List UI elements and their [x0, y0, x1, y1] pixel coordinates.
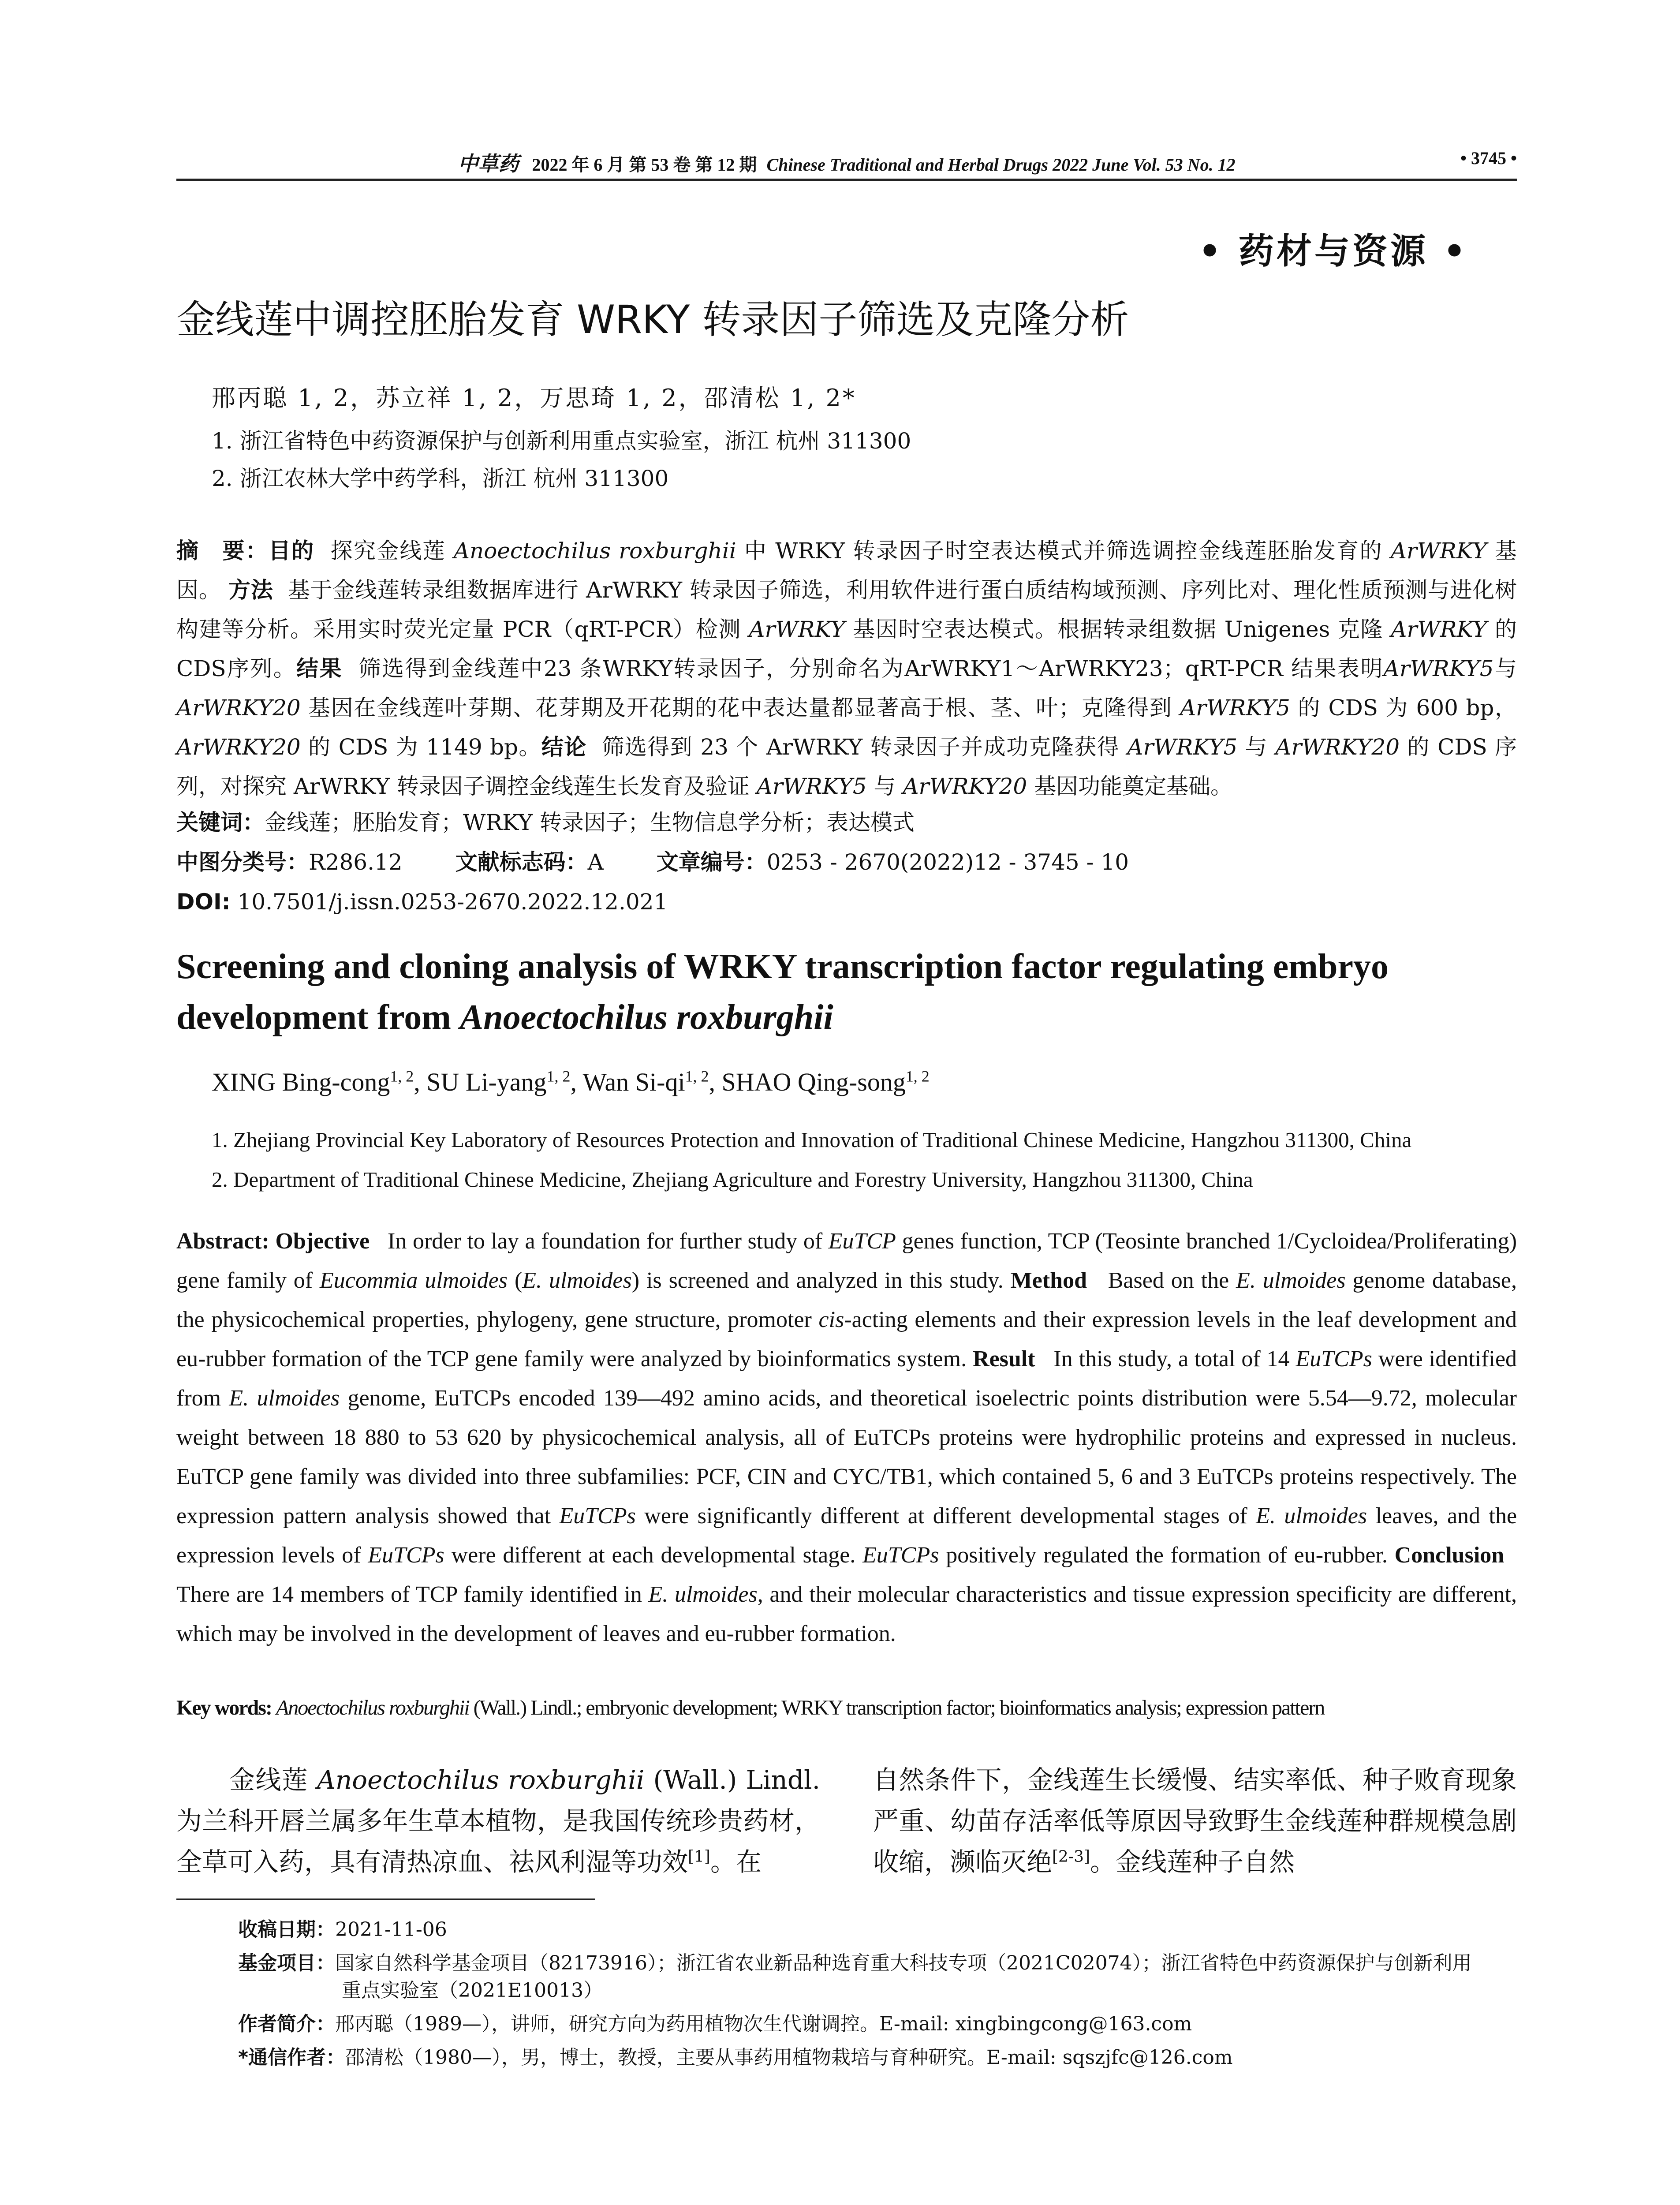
abstract-cn-text: 基因时空表达模式。根据转录组数据 Unigenes 克隆	[845, 617, 1391, 642]
method-label-cn: 方法	[228, 577, 273, 603]
authors-en: XING Bing-cong$^{1, 2}$, SU Li-yang$^{1, 2}$, Wan Si-qi$^{1, 2}$, SHAO Qing-song$^{1, 2}$	[212, 1067, 930, 1096]
abstract-en-text: (	[508, 1268, 523, 1293]
gene-name: EuTCP	[828, 1229, 896, 1254]
species-name: Anoectochilus roxburghii	[317, 1765, 645, 1795]
abstract-en-text: -acting elements and their expression levels in the leaf development and eu-rubber formation of the TCP gene family were analyzed by bioinformatics system.	[176, 1307, 1517, 1372]
footnote-corresponding	[176, 2044, 1517, 2071]
abstract-cn-text: 筛选得到 23 个 ArWRKY 转录因子并成功克隆获得	[602, 734, 1127, 760]
body-column-right	[873, 1760, 1517, 1883]
abstract-cn-text: 与	[866, 774, 903, 799]
gene-name: EuTCPs	[368, 1543, 444, 1568]
body-text: 金线莲	[229, 1765, 317, 1795]
gene-name: ArWRKY5	[756, 774, 867, 799]
keywords-en	[176, 1693, 1517, 1723]
objective-label-cn: 目的	[268, 538, 315, 564]
abstract-cn-text: 基因功能奠定基础。	[1027, 774, 1233, 799]
classification-line	[176, 845, 1129, 880]
title-cn: 金线莲中调控胚胎发育 WRKY 转录因子筛选及克隆分析	[176, 297, 1129, 342]
abstract-cn-text: 与	[1237, 734, 1276, 760]
gene-name: ArWRKY	[749, 617, 845, 642]
corresponding-label: *通信作者：	[238, 2046, 346, 2069]
abstract-cn-text: 的 CDS 序列，对探究 ArWRKY 转录因子调控金线莲生长发育及验证	[176, 734, 1517, 799]
keywords-en-species: Anoectochilus roxburghii	[276, 1696, 469, 1719]
author-en-name: SU Li-yang	[426, 1068, 547, 1096]
doc-code-value: A	[587, 849, 604, 875]
footnote-author	[176, 2011, 1517, 2038]
footnotes	[176, 1916, 1517, 2078]
title-en-species: Anoectochilus roxburghii	[459, 998, 833, 1037]
author-en-affil: 1, 2	[390, 1067, 414, 1085]
term-italic: cis	[818, 1307, 844, 1332]
footnote-received	[176, 1916, 1517, 1943]
author-bio-label: 作者简介：	[238, 2013, 335, 2035]
species-name: E. ulmoides	[229, 1386, 340, 1411]
clc-value: R286.12	[309, 849, 403, 875]
author-en-affil: 1, 2	[546, 1067, 571, 1085]
article-no-value: 0253 - 2670(2022)12 - 3745 - 10	[766, 849, 1129, 875]
gene-name: EuTCPs	[559, 1503, 636, 1529]
doi-label: DOI:	[176, 889, 231, 915]
journal-issue-en: Chinese Traditional and Herbal Drugs 2022 June Vol. 53 No. 12	[766, 155, 1236, 175]
citation-ref[interactable]: [1]	[688, 1847, 710, 1866]
gene-name: ArWRKY5	[1383, 656, 1494, 681]
species-name: E. ulmoides	[1256, 1503, 1367, 1529]
keywords-cn-text: 金线莲；胚胎发育；WRKY 转录因子；生物信息学分析；表达模式	[265, 810, 915, 835]
journal-logo: 中草药	[458, 153, 519, 175]
abstract-cn-label: 摘 要：	[176, 538, 269, 564]
keywords-cn	[176, 805, 915, 840]
abstract-en-label: Abstract:	[176, 1229, 269, 1254]
gene-name: ArWRKY5	[1180, 695, 1290, 721]
journal-issue-cn: 2022 年 6 月 第 53 卷 第 12 期	[532, 155, 757, 175]
abstract-en-text: In order to lay a foundation for further study of	[388, 1229, 829, 1254]
body-column-left	[176, 1760, 820, 1883]
abstract-cn-text: 的 CDS 为 600 bp，	[1290, 695, 1517, 721]
authors-cn: 邢丙聪 1, 2，苏立祥 1, 2，万思琦 1, 2，邵清松 1, 2*	[212, 384, 856, 412]
abstract-en-text: , and their molecular characteristics and tissue expression specificity are different, which may be involved in the development of leaves and eu-rubber formation.	[176, 1582, 1517, 1646]
affiliation-cn-1: 1. 浙江省特色中药资源保护与创新利用重点实验室，浙江 杭州 311300	[212, 428, 911, 454]
abstract-en-text: were significantly different at different developmental stages of	[635, 1503, 1256, 1529]
result-label-en: Result	[973, 1346, 1035, 1372]
abstract-en-text: positively regulated the formation of eu-rubber.	[939, 1543, 1388, 1568]
species-name: Anoectochilus roxburghii	[453, 538, 736, 564]
abstract-cn-text: 基因在金线莲叶芽期、花芽期及开花期的花中表达量都显著高于根、茎、叶；克隆得到	[300, 695, 1180, 721]
abstract-cn-text: 的CDS序列。	[176, 617, 1517, 681]
author-bio-value: 邢丙聪（1989—），讲师，研究方向为药用植物次生代谢调控。E-mail: xingbingcong@163.com	[335, 2013, 1192, 2035]
running-header	[176, 132, 1517, 181]
fund-value-cont: 重点实验室（2021E10013）	[342, 1979, 603, 2002]
citation-ref[interactable]: [2-3]	[1052, 1847, 1090, 1866]
abstract-cn-text: 基因。	[176, 538, 1517, 603]
abstract-en-text: genome, EuTCPs encoded 139—492 amino acids, and theoretical isoelectric points distribution were 5.54—9.72, molecular weight between 18 880 to 53 620 by physicochemical analysis, all of EuTCPs proteins were hydrophilic proteins and expressed in nucleus. EuTCP gene family was divided into three subfamilies: PCF, CIN and CYC/TB1, which contained 5, 6 and 3 EuTCPs proteins respectively. The expression pattern analysis showed that	[176, 1386, 1517, 1529]
abstract-en	[176, 1222, 1517, 1653]
abstract-en-text: were identified from	[176, 1346, 1517, 1411]
conclusion-label-cn: 结论	[541, 734, 587, 760]
abstract-en-text: ) is screened and analyzed in this study.	[631, 1268, 1004, 1293]
article-no-label: 文章编号：	[656, 849, 767, 875]
abstract-en-text: There are 14 members of TCP family identified in	[176, 1582, 649, 1607]
species-name: E. ulmoides	[522, 1268, 632, 1293]
journal-line	[176, 148, 1517, 177]
abstract-cn-text: 中 WRKY 转录因子时空表达模式并筛选调控金线莲胚胎发育的	[736, 538, 1391, 564]
doi-value[interactable]: 10.7501/j.issn.0253-2670.2022.12.021	[237, 889, 668, 915]
abstract-en-text: leaves, and the expression levels of	[176, 1503, 1517, 1568]
author-en-name: SHAO Qing-song	[721, 1068, 906, 1096]
abstract-cn	[176, 531, 1517, 806]
abstract-en-text: were different at each developmental stage.	[444, 1543, 863, 1568]
species-name: Eucommia ulmoides	[319, 1268, 508, 1293]
abstract-cn-text: 与	[1493, 656, 1517, 681]
doc-code-label: 文献标志码：	[455, 849, 588, 875]
gene-name: ArWRKY20	[176, 695, 301, 721]
keywords-en-label: Key words:	[176, 1696, 272, 1719]
keywords-en-text: (Wall.) Lindl.; embryonic development; WRKY transcription factor; bioinformatics analysis; expression pattern	[469, 1696, 1325, 1719]
clc-label: 中图分类号：	[176, 849, 309, 875]
author-en-name: Wan Si-qi	[582, 1068, 685, 1096]
author-en-affil: 1, 2	[685, 1067, 709, 1085]
conclusion-label-en: Conclusion	[1394, 1543, 1505, 1568]
gene-name: EuTCPs	[1295, 1346, 1372, 1372]
keywords-cn-label: 关键词：	[176, 810, 265, 835]
body-text: 。在	[710, 1847, 762, 1877]
objective-label-en: Objective	[275, 1229, 370, 1254]
corresponding-value: 邵清松（1980—），男，博士，教授，主要从事药用植物栽培与育种研究。E-mail: sqszjfc@126.com	[345, 2046, 1233, 2069]
gene-name: ArWRKY20	[1275, 734, 1400, 760]
species-name: E. ulmoides	[1236, 1268, 1346, 1293]
affiliation-en-1: 1. Zhejiang Provincial Key Laboratory of Resources Protection and Innovation of Traditional Chinese Medicine, Hangzhou 311300, China	[212, 1128, 1412, 1152]
section-tag: • 药材与资源 •	[1198, 230, 1468, 272]
abstract-en-text: genome database, the physicochemical properties, phylogeny, gene structure, promoter	[176, 1268, 1517, 1332]
abstract-cn-text: 探究金线莲	[330, 538, 454, 564]
gene-name: ArWRKY20	[903, 774, 1027, 799]
gene-name: ArWRKY	[1391, 617, 1487, 642]
fund-value: 国家自然科学基金项目（82173916）；浙江省农业新品种选育重大科技专项（2021C02074）；浙江省特色中药资源保护与创新利用	[335, 1952, 1472, 1974]
affiliation-cn-2: 2. 浙江农林大学中药学科，浙江 杭州 311300	[212, 466, 669, 491]
author-en-name: XING Bing-cong	[212, 1068, 390, 1096]
abstract-en-text: genes function, TCP (Teosinte branched 1/Cycloidea/Proliferating) gene family of	[176, 1229, 1517, 1293]
gene-name: ArWRKY	[1390, 538, 1487, 564]
received-label: 收稿日期：	[238, 1918, 335, 1941]
fund-label: 基金项目：	[238, 1952, 335, 1974]
body-text: 自然条件下，金线莲生长缓慢、结实率低、种子败育现象严重、幼苗存活率低等原因导致野生金线莲种群规模急剧收缩，濒临灭绝	[873, 1765, 1517, 1877]
author-en-affil: 1, 2	[905, 1067, 930, 1085]
abstract-cn-text: 的 CDS 为 1149 bp。	[300, 734, 541, 760]
doi-line	[176, 884, 668, 919]
affiliation-en-2: 2. Department of Traditional Chinese Medicine, Zhejiang Agriculture and Forestry University, Hangzhou 311300, China	[212, 1167, 1253, 1192]
gene-name: ArWRKY20	[176, 734, 301, 760]
footnote-fund	[176, 1950, 1517, 2004]
gene-name: EuTCPs	[862, 1543, 939, 1568]
body-text: 。金线莲种子自然	[1090, 1847, 1295, 1877]
body-text: (Wall.) Lindl.为兰科开唇兰属多年生草本植物，是我国传统珍贵药材，全草可入药，具有清热凉血、祛风利湿等功效	[176, 1765, 821, 1877]
abstract-cn-text: 筛选得到金线莲中23 条WRKY转录因子，分别命名为ArWRKY1～ArWRKY23；qRT-PCR 结果表明	[358, 656, 1384, 681]
gene-name: ArWRKY5	[1127, 734, 1238, 760]
page-number: • 3745 •	[1460, 148, 1517, 168]
abstract-cn-text: 基于金线莲转录组数据库进行 ArWRKY 转录因子筛选，利用软件进行蛋白质结构域预测、序列比对、理化性质预测与进化树构建等分析。采用实时荧光定量 PCR（qRT-PCR）检测	[176, 577, 1517, 642]
footnote-rule	[176, 1899, 595, 1900]
abstract-en-text: Based on the	[1108, 1268, 1236, 1293]
received-value: 2021-11-06	[335, 1918, 447, 1941]
title-en-main: Screening and cloning analysis of WRKY transcription factor regulating embryo development from	[176, 947, 1389, 1037]
method-label-en: Method	[1010, 1268, 1087, 1293]
species-name: E. ulmoides	[648, 1582, 758, 1607]
title-en	[176, 942, 1517, 1043]
abstract-en-text: In this study, a total of 14	[1053, 1346, 1296, 1372]
result-label-cn: 结果	[296, 656, 343, 681]
